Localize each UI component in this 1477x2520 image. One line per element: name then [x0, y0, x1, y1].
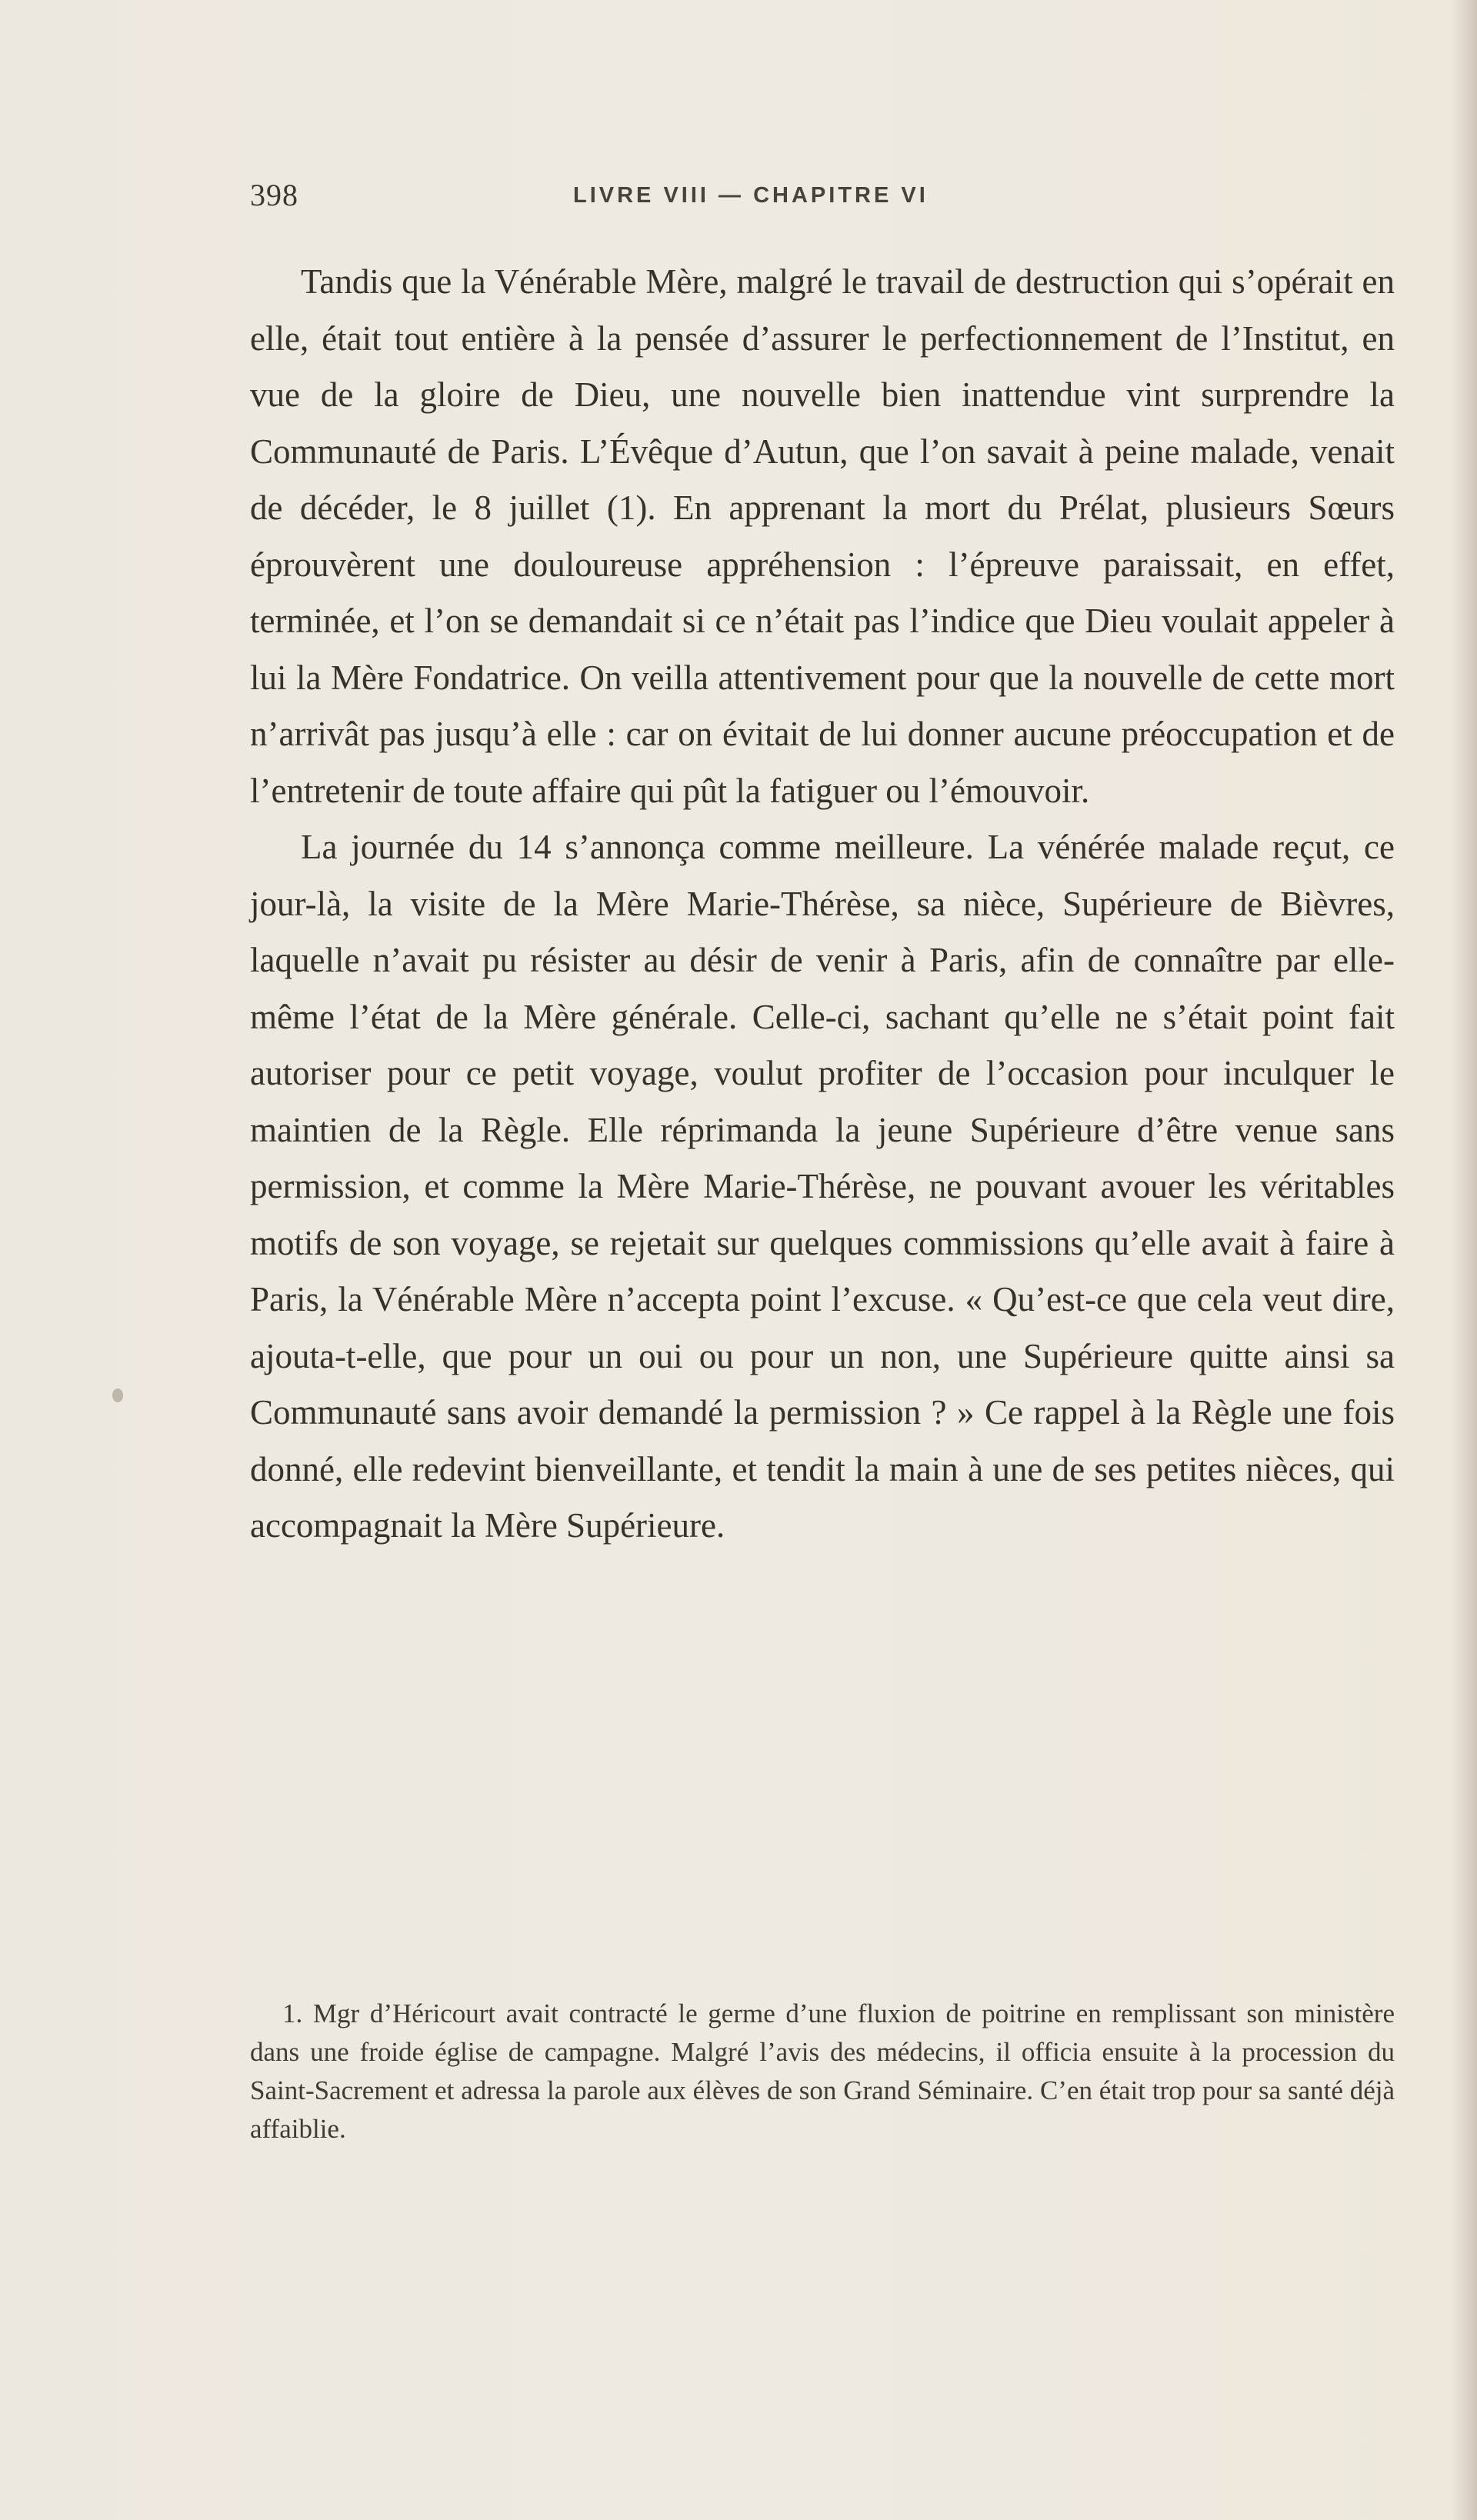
page-edge-shadow [1451, 0, 1477, 2520]
paper-speck [112, 1388, 123, 1402]
footnote-text: 1. Mgr d’Héricourt avait contracté le germe d’une fluxion de poitrine en remplissant son ministère dans une froide église de campagne. Malgré l’avis des médecins, il officia ensuite à la procession du Saint-Sacrement et adressa la parole aux élèves de son Grand Séminaire. C’en était trop pour sa santé déjà affaiblie. [250, 1998, 1395, 2144]
page-header [250, 177, 1395, 223]
footnote [250, 1995, 1395, 2148]
paragraph: La journée du 14 s’annonça comme meilleure. La vénérée malade reçut, ce jour-là, la visite de la Mère Marie-Thérèse, sa nièce, Supérieure de Bièvres, laquelle n’avait pu résister au désir de venir à Paris, afin de connaître par elle-même l’état de la Mère générale. Celle-ci, sachant qu’elle ne s’était point fait autoriser pour ce petit voyage, voulut profiter de l’occasion pour inculquer le maintien de la Règle. Elle réprimanda la jeune Supérieure d’être venue sans permission, et comme la Mère Marie-Thérèse, ne pouvant avouer les véritables motifs de son voyage, se rejetait sur quelques commissions qu’elle avait à faire à Paris, la Vénérable Mère n’accepta point l’excuse. « Qu’est-ce que cela veut dire, ajouta-t-elle, que pour un oui ou pour un non, une Supérieure quitte ainsi sa Communauté sans avoir demandé la permission ? » Ce rappel à la Règle une fois donné, elle redevint bienveillante, et tendit la main à une de ses petites nièces, qui accompagnait la Mère Supérieure. [250, 828, 1395, 1545]
main-text [250, 254, 1395, 1555]
page-number: 398 [250, 178, 298, 212]
paragraph: Tandis que la Vénérable Mère, malgré le travail de destruction qui s’opérait en elle, était tout entière à la pensée d’assurer le perfectionnement de l’Institut, en vue de la gloire de Dieu, une nouvelle bien inattendue vint surprendre la Communauté de Paris. L’Évêque d’Autun, que l’on savait à peine malade, venait de décéder, le 8 juillet (1). En apprenant la mort du Prélat, plusieurs Sœurs éprouvèrent une douloureuse appréhension : l’épreuve paraissait, en effet, terminée, et l’on se demandait si ce n’était pas l’indice que Dieu voulait appeler à lui la Mère Fondatrice. On veilla attentivement pour que la nouvelle de cette mort n’arrivât pas jusqu’à elle : car on évitait de lui donner aucune préoccupation et de l’entretenir de toute affaire qui pût la fatiguer ou l’émouvoir. [250, 262, 1395, 810]
running-head: LIVRE VIII — CHAPITRE VI [573, 183, 929, 208]
